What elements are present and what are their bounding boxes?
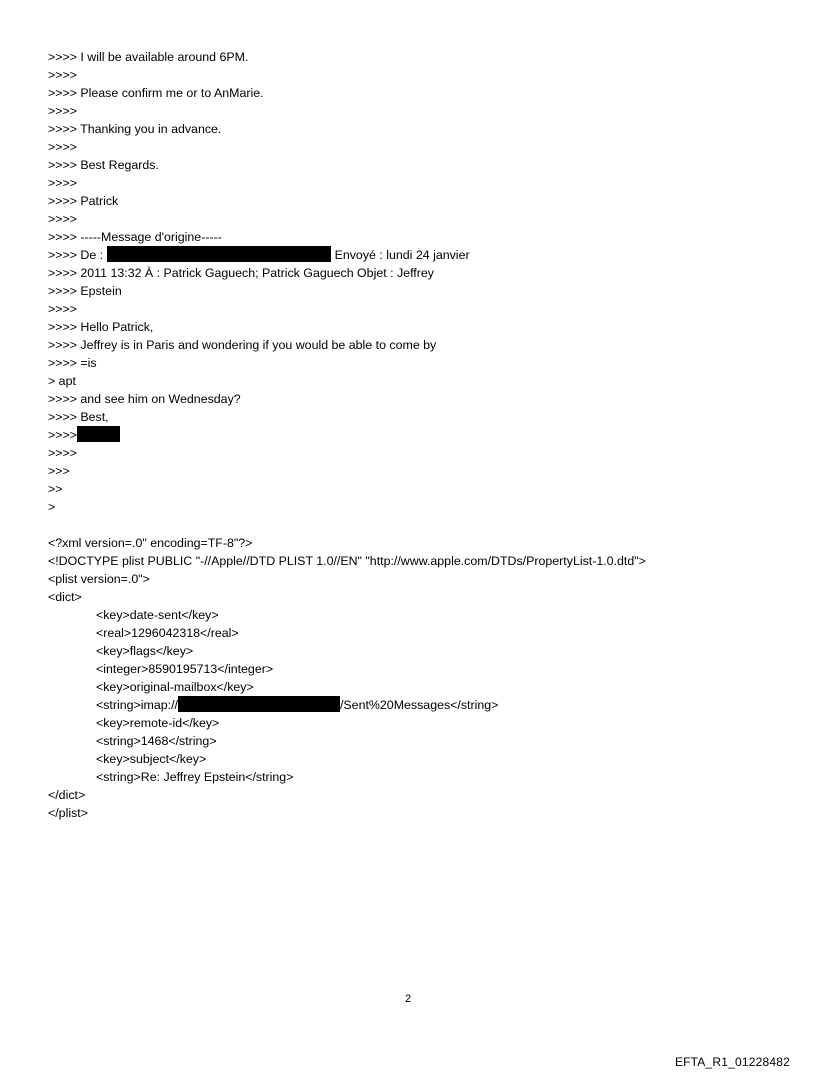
from-header-line [48,246,788,264]
email-line: >>>> [48,176,77,190]
xml-line: <real>1296042318</real> [96,626,239,640]
xml-line: <string>1468</string> [96,734,217,748]
email-line: >>>> [48,302,77,316]
email-line: >>>> 2011 13:32 À : Patrick Gaguech; Patrick Gaguech Objet : Jeffrey [48,266,434,280]
email-line: >>>> -----Message d'origine----- [48,230,222,244]
redaction-block [178,696,340,712]
xml-line: <key>date-sent</key> [96,608,219,622]
email-line: >>>> Epstein [48,284,122,298]
email-line: >>>> [48,104,77,118]
email-line: >>>> Patrick [48,194,119,208]
xml-line: <plist version=.0"> [48,572,150,586]
signature-line [48,426,788,444]
xml-line: <?xml version=.0" encoding=TF-8"?> [48,536,253,550]
bates-number: EFTA_R1_01228482 [674,1055,790,1069]
email-line: >>>> Hello Patrick, [48,320,154,334]
email-line: >>>> =is [48,356,97,370]
email-line: >>>> [48,68,77,82]
redaction-block [77,426,120,442]
email-line: >>>> Best Regards. [48,158,159,172]
email-line: > apt [48,374,76,388]
xml-line: <key>remote-id</key> [96,716,220,730]
mailbox-line [48,696,788,714]
email-line: >>> [48,464,70,478]
xml-line: <string>Re: Jeffrey Epstein</string> [96,770,294,784]
xml-line: <dict> [48,590,82,604]
document-body [48,48,788,822]
email-line: > [48,500,56,514]
email-line: >>>> Please confirm me or to AnMarie. [48,86,264,100]
xml-line: <!DOCTYPE plist PUBLIC "-//Apple//DTD PLIST 1.0//EN" "http://www.apple.com/DTDs/PropertyList-1.0.dtd"> [48,554,646,568]
xml-line: </dict> [48,788,86,802]
xml-line: <key>original-mailbox</key> [96,680,254,694]
email-line: >>>> [48,446,77,460]
page-number: 2 [404,993,412,1005]
email-line: >>>> Jeffrey is in Paris and wondering if you would be able to come by [48,338,437,352]
spacer [48,516,788,534]
email-line: >>>> and see him on Wednesday? [48,392,241,406]
from-label: >>>> De : [48,248,104,262]
mailbox-suffix: /Sent%20Messages</string> [339,698,499,712]
xml-line: <integer>8590195713</integer> [96,662,274,676]
quote-marker: >>>> [48,428,77,442]
email-line: >>>> Thanking you in advance. [48,122,222,136]
email-line: >> [48,482,63,496]
email-line: >>>> I will be available around 6PM. [48,50,249,64]
email-line: >>>> [48,140,77,154]
sent-date-text: Envoyé : lundi 24 janvier [334,248,470,262]
redaction-block [107,246,331,262]
email-line: >>>> [48,212,77,226]
xml-line: <key>flags</key> [96,644,194,658]
xml-line: </plist> [48,806,88,820]
xml-line: <key>subject</key> [96,752,207,766]
email-line: >>>> Best, [48,410,109,424]
mailbox-prefix: <string>imap:// [96,698,178,712]
